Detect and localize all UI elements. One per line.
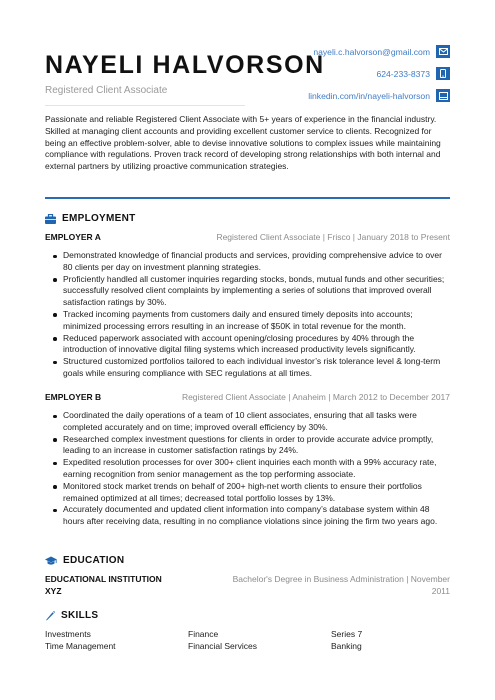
employer-name: EMPLOYER B [45,392,102,402]
candidate-name: NAYELI HALVORSON [45,51,325,79]
envelope-icon [436,45,450,58]
job-header-a [45,232,450,242]
graduation-cap-icon [45,556,57,566]
skill-item: Financial Services [188,641,257,651]
skill-item: Investments [45,629,91,639]
employment-heading-text: EMPLOYMENT [62,213,136,224]
list-item: Tracked incoming payments from customers daily and ensured timely deposits into accounts; minimized processing errors resulting in an increase of $50K in total revenue for the month. [63,309,453,333]
contact-linkedin[interactable] [308,89,450,102]
education-heading [45,555,124,566]
contact-email[interactable] [313,45,450,58]
job-meta: Registered Client Associate | Frisco | January 2018 to Present [216,232,450,242]
institution-name: EDUCATIONAL INSTITUTION [45,574,162,584]
title-divider [45,105,245,106]
list-item: Accurately documented and updated client information into company’s database system within 48 hours after receiving data, resulting in no compliance violations since joining the firm two years ago. [63,504,453,528]
skill-item: Series 7 [331,629,363,639]
employment-heading [45,213,136,224]
skills-list [45,629,450,651]
professional-summary: Passionate and reliable Registered Client Associate with 5+ years of experience in the financial industry. Skilled at managing client accounts and providing excellent customer service to clients. Recognized for being an effective problem-solver, able to devise innovative solutions to complex issues while maintaining compliance with regulations. Proven track record of developing strong relationships with both internal and external partners by utilizing proactive communication strategies. [45,114,441,172]
skill-item: Time Management [45,641,116,651]
degree-text: Bachelor's Degree in Business Administration | November [232,574,450,584]
list-item: Expedited resolution processes for over 300+ client inquiries each month with a 99% accuracy rate, earning recognition from senior management as the top performing associate. [63,457,453,481]
phone-icon [436,67,450,80]
skills-heading-text: SKILLS [61,610,99,621]
list-item: Demonstrated knowledge of financial products and services, providing comprehensive advice to over 80 clients per day on investment planning strategies. [63,250,453,274]
skills-heading [45,610,98,621]
phone-text[interactable]: 624-233-8373 [376,68,430,79]
contact-phone[interactable] [376,67,450,80]
job-bullets-a [63,250,453,380]
job-header-b [45,392,450,402]
skill-item: Finance [188,629,219,639]
degree-date: 2011 [431,585,450,596]
pencil-icon [45,611,55,621]
job-bullets-b [63,410,453,528]
list-item: Monitored stock market trends on behalf of 200+ high-net worth clients to ensure their portfolios remained optimized at all times; decreased total portfolio losses by 13%. [63,481,453,505]
job-meta: Registered Client Associate | Anaheim | March 2012 to December 2017 [181,392,450,402]
education-institution [45,574,162,598]
employer-name: EMPLOYER A [45,232,101,242]
job-title: Registered Client Associate [45,85,168,96]
skill-item: Banking [331,641,362,651]
list-item: Proficiently handled all customer inquiries regarding stocks, bonds, mutual funds and other securities; successfully resolved client complaints by implementing a series of solutions that improved overall satisfaction ratings by 30%. [63,274,453,309]
linkedin-icon [436,89,450,102]
linkedin-text[interactable]: linkedin.com/in/nayeli-halvorson [308,90,430,101]
section-divider [45,197,450,199]
list-item: Structured customized portfolios tailored to each individual investor’s risk tolerance level & long-term goals while ensuring compliance with SEC regulations at all times. [63,356,453,380]
education-heading-text: EDUCATION [63,555,125,566]
list-item: Reduced paperwork associated with account opening/closing procedures by 40% through the introduction of innovative digital filing systems which increased productivity levels significantly. [63,333,453,357]
email-text[interactable]: nayeli.c.halvorson@gmail.com [313,46,430,57]
briefcase-icon [45,214,56,224]
list-item: Coordinated the daily operations of a team of 10 client associates, ensuring that all tasks were completed accurately and on time; improved overall efficiency by 30%. [63,410,453,434]
list-item: Researched complex investment questions for clients in order to provide accurate advice promptly, leading to an increase in customer satisfaction ratings by 24%. [63,434,453,458]
institution-name-continued: XYZ [45,585,62,596]
education-degree [200,574,450,598]
